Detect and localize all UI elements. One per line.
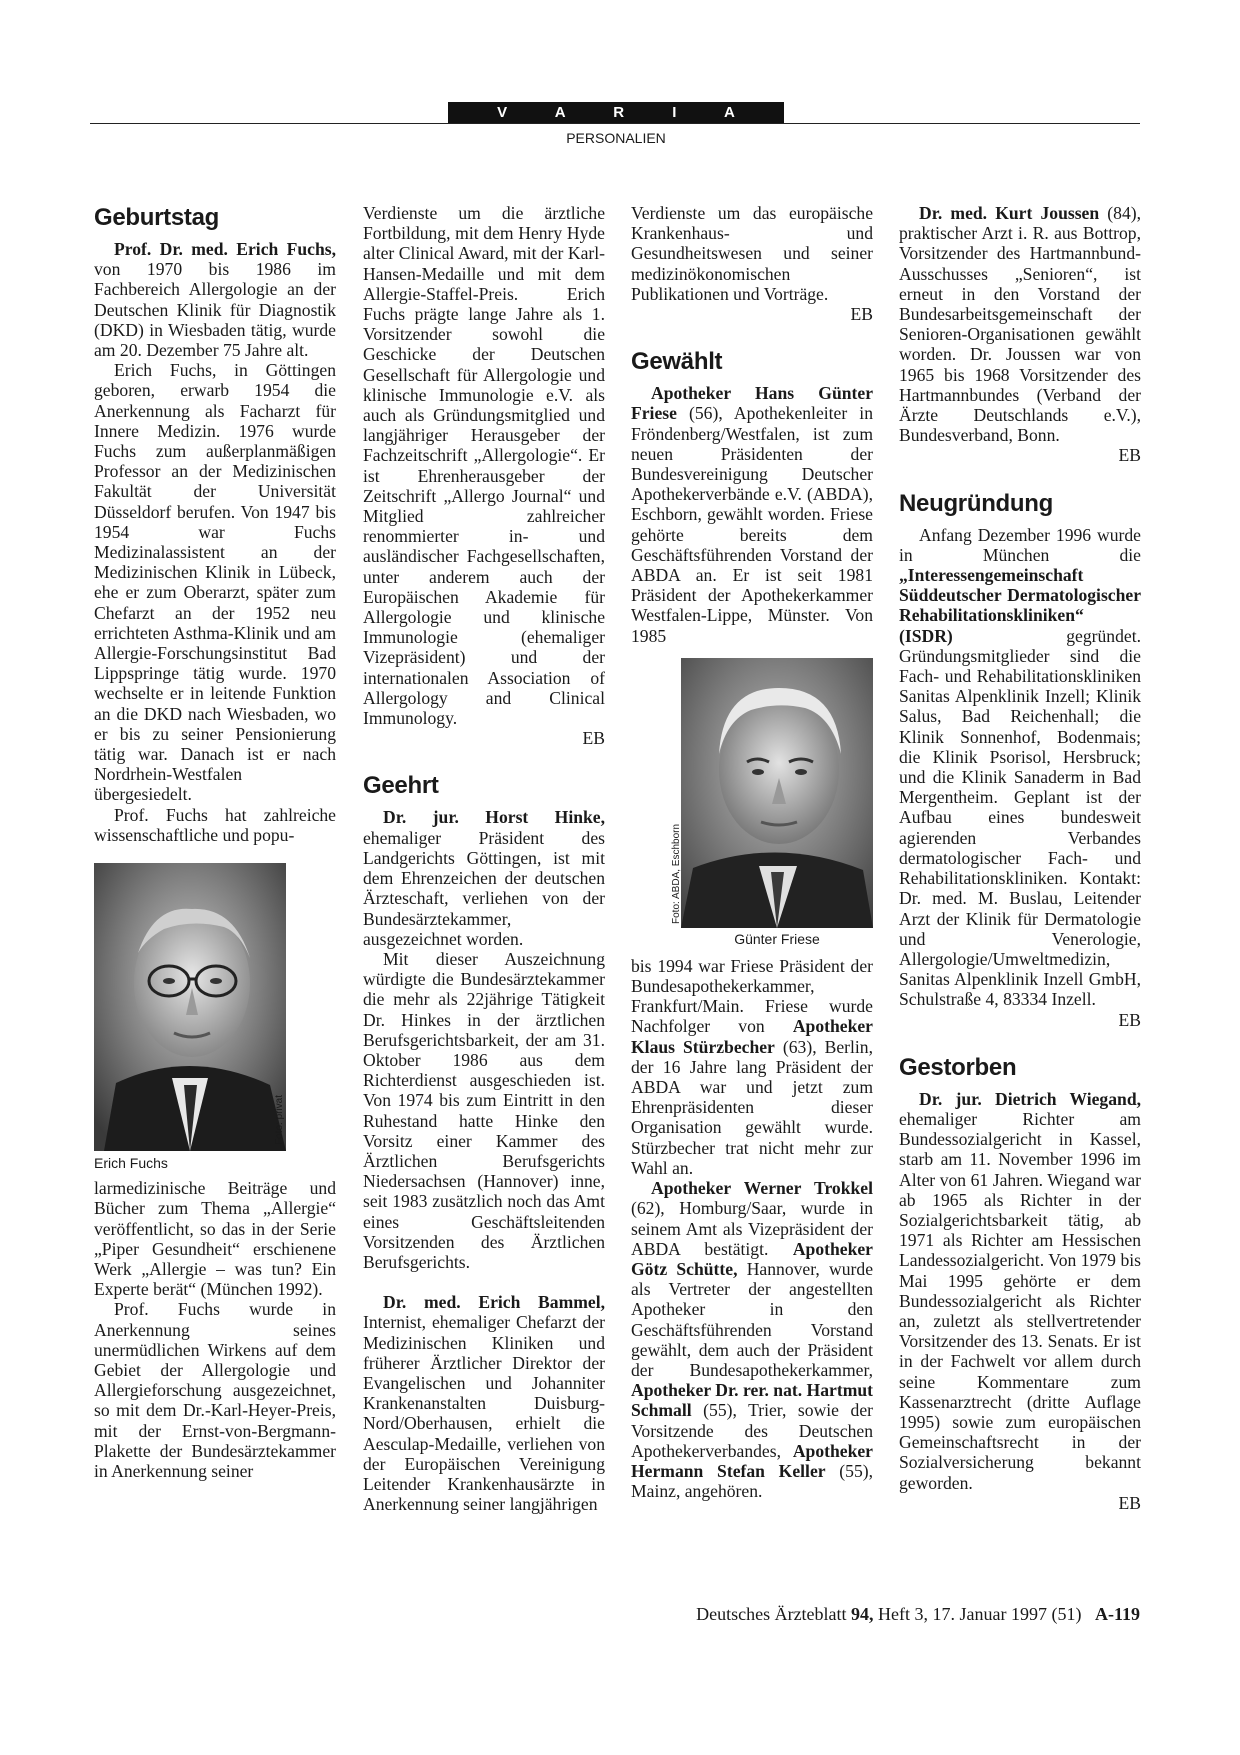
person-name: Dr. jur. Dietrich Wiegand, [919, 1088, 1141, 1109]
person-name: Apotheker Klaus Stürzbecher [631, 1016, 873, 1057]
page-number: A-119 [1095, 1604, 1140, 1624]
column-4 [899, 203, 1141, 1513]
section-subtitle: PERSONALIEN [566, 130, 666, 146]
paragraph: Verdienste um die ärztliche Fortbildung, mit dem Henry Hyde alter Clinical Award, mit der Karl-Hansen-Medaille und mit dem Allergie-Staffel-Preis. Erich Fuchs prägte lange Jahre als 1. Vorsitzender sowohl die Geschicke der Deutschen Gesellschaft für Allergologie und klinische Immunologie e.V. als auch als Gründungsmitglied und langjähriger Herausgeber der Fachzeitschrift „Allergologie“. Er ist Ehrenherausgeber der Zeitschrift „Allergo Journal“ und Mitglied zahlreicher renommierter in- und ausländischer Fachgesellschaften, unter anderem auch der Europäischen Akademie für Allergologie und klinische Immunologie (ehemaliger Vizepräsident) und der internationalen Association of Allergology and Clinical Immunology. [363, 203, 605, 729]
paragraph: Apotheker Hans Günter Friese (56), Apothekenleiter in Fröndenberg/Westfalen, ist zum neuen Präsidenten der Bundesvereinigung Deutscher Apothekerverbände e.V. (ABDA), Eschborn, gewählt worden. Friese gehörte bereits dem Geschäftsführenden Vorstand der ABDA an. Er ist seit 1981 Präsident der Apothekerkammer Westfalen-Lippe, Münster. Von 1985 [631, 383, 873, 646]
portrait-image [94, 863, 286, 1151]
header-rule [90, 123, 1140, 124]
journal-issue: Heft 3, 17. Januar 1997 (51) [873, 1604, 1082, 1624]
person-name: Apotheker Hans Günter Friese [631, 383, 873, 424]
photo-guenter-friese [671, 658, 873, 948]
heading-geehrt: Geehrt [363, 772, 439, 800]
signature: EB [1118, 445, 1141, 466]
paragraph: Verdienste um das europäische Krankenhaus- und Gesundheitswesen und seiner medizinökonomischen Publikationen und Vorträge. [631, 203, 873, 304]
paragraph: Apotheker Werner Trokkel (62), Homburg/Saar, wurde in seinem Amt als Vizepräsident der ABDA bestätigt. Apotheker Götz Schütte, Hannover, wurde als Vertreter der angestellten Apotheker in den Geschäftsführenden Vorstand gewählt, dem auch der Präsident der Bundesapothekerkammer, Apotheker Dr. rer. nat. Hartmut Schmall (55), Trier, sowie der Vorsitzende des Deutschen Apothekerverbandes, Apotheker Hermann Stefan Keller (55), Mainz, angehören. [631, 1178, 873, 1502]
photo-credit: Foto: ABDA, Eschborn [671, 823, 682, 924]
person-name: Apotheker Dr. rer. nat. Hartmut Schmall [631, 1380, 873, 1421]
paragraph: Prof. Fuchs wurde in Anerkennung seines unermüdlichen Wirkens auf dem Gebiet der Allergologie und Allergieforschung ausgezeichnet, so mit dem Dr.-Karl-Heyer-Preis, mit der Ernst-von-Bergmann-Plakette der Bundesärztekammer in Anerkennung seiner [94, 1299, 336, 1481]
heading-gestorben: Gestorben [899, 1053, 1017, 1081]
signature: EB [582, 728, 605, 749]
section-banner: V A R I A [448, 102, 784, 123]
paragraph: larmedizinische Beiträge und Bücher zum Thema „Allergie“ veröffentlicht, so das in der Serie „Piper Gesundheit“ erschienene Werk „Allergie – was tun? Ein Experte berät“ (München 1992). [94, 1178, 336, 1300]
person-name: Apotheker Götz Schütte, [631, 1238, 873, 1279]
person-name: Apotheker Werner Trokkel [651, 1178, 873, 1199]
paragraph: Erich Fuchs, in Göttingen geboren, erwarb 1954 die Anerkennung als Facharzt für Innere Medizin. 1976 wurde Fuchs zum außerplanmäßigen Professor an der Medizinischen Fakultät der Universität Düsseldorf berufen. Von 1947 bis 1954 war Fuchs Medizinalassistent an der Medizinischen Klinik in Lübeck, ehe er zum Oberarzt, später zum Chefarzt an der 1952 neu errichteten Asthma-Klinik und am Allergie-Forschungsinstitut Bad Lippspringe tätig wurde. 1970 wechselte er in leitende Funktion an die DKD nach Wiesbaden, wo er bis zu seiner Pensionierung tätig war. Danach ist er nach Nordrhein-Westfalen übergesiedelt. [94, 360, 336, 805]
column-1 [94, 204, 336, 1481]
heading-neugruendung: Neugründung [899, 489, 1054, 517]
portrait-image [681, 658, 873, 928]
heading-geburtstag: Geburtstag [94, 204, 220, 231]
signature: EB [1118, 1009, 1141, 1030]
person-name: Apotheker Hermann Stefan Keller [631, 1440, 873, 1481]
person-name: Dr. med. Kurt Joussen [919, 203, 1100, 223]
paragraph: Anfang Dezember 1996 wurde in München die „Interessengemeinschaft Süddeutscher Dermatologischer Rehabilitationskliniken“ (ISDR) gegründet. Gründungsmitglieder sind die Fach- und Rehabilitationskliniken Sanitas Alpenklinik Inzell; Klinik Salus, Bad Reichenhall; die Klinik Sonnenhof, Bodenmais; die Klinik Psorisol, Hersbruck; und die Klinik Sanaderm in Bad Mergentheim. Geplant ist der Aufbau eines bundesweit agierenden Verbandes dermatologischer Fach- und Rehabilitationskliniken. Kontakt: Dr. med. M. Buslau, Leitender Arzt der Klinik für Dermatologie und Venerologie, Allergologie/Umweltmedizin, Sanitas Alpenklinik Inzell GmbH, Schulstraße 4, 83334 Inzell. [899, 524, 1141, 1010]
photo-caption: Erich Fuchs [94, 1155, 168, 1172]
person-name: Prof. Dr. med. Erich Fuchs, [114, 239, 336, 259]
paragraph: Dr. jur. Dietrich Wiegand, ehemaliger Richter am Bundessozialgericht in Kassel, starb am 11. November 1996 im Alter von 61 Jahren. Wiegand war ab 1965 als Richter in der Sozialgerichtsbarkeit tätig, ab 1971 als Richter am Hessischen Landessozialgericht. Von 1979 bis Mai 1995 gehörte er dem Bundessozialgericht als Richter an, zuletzt als stellvertretender Vorsitzender des 13. Senats. Er ist in der Fachwelt vor allem durch seine Kommentare zum Kassenarztrecht (dritte Auflage 1995) sowie zum europäischen Gemeinschaftsrecht in der Sozialversicherung bekannt geworden. [899, 1088, 1141, 1493]
signature: EB [1118, 1492, 1141, 1513]
paragraph: Dr. med. Erich Bammel, Internist, ehemaliger Chefarzt der Medizinischen Kliniken und früherer Ärztlicher Direktor der Evangelischen und Johanniter Krankenanstalten Duisburg-Nord/Oberhausen, erhielt die Aesculap-Medaille, verliehen von der Europäischen Vereinigung Leitender Krankenhausärzte in Anerkennung seiner langjährigen [363, 1292, 605, 1515]
column-2 [363, 203, 605, 1514]
photo-erich-fuchs [94, 863, 286, 1151]
paragraph: bis 1994 war Friese Präsident der Bundesapothekerkammer, Frankfurt/Main. Friese wurde Nachfolger von Apotheker Klaus Stürzbecher (63), Berlin, der 16 Jahre lang Präsident der ABDA war und jetzt zum Ehrenpräsidenten dieser Organisation gewählt wurde. Stürzbecher trat nicht mehr zur Wahl an. [631, 955, 873, 1178]
paragraph: Dr. jur. Horst Hinke, ehemaliger Präsident des Landgerichts Göttingen, ist mit dem Ehrenzeichen der deutschen Ärzteschaft, verliehen von der Bundesärztekammer, ausgezeichnet worden. [363, 807, 605, 949]
paragraph: Dr. med. Kurt Joussen (84), praktischer Arzt i. R. aus Bottrop, Vorsitzender des Hartmannbund-Ausschusses „Senioren“, ist erneut in den Vorstand der Bundesarbeitsgemeinschaft der Senioren-Organisationen gewählt worden. Dr. Joussen war von 1965 bis 1968 Vorsitzender des Hartmannbundes (Verband der Ärzte Deutschlands e.V.), Bundesverband, Bonn. [899, 203, 1141, 446]
journal-volume: 94, [851, 1604, 874, 1624]
signature: EB [850, 304, 873, 325]
heading-gewaehlt: Gewählt [631, 348, 723, 376]
photo-credit: Foto: privat [274, 1095, 285, 1146]
page-footer [600, 1604, 1140, 1625]
paragraph: Mit dieser Auszeichnung würdigte die Bundesärztekammer die mehr als 22jährige Tätigkeit Dr. Hinkes in der ärztlichen Berufsgerichtsbarkeit, der am 31. Oktober 1986 aus dem Richterdienst ausgeschieden ist. Von 1974 bis zum Eintritt in den Ruhestand hatte Hinke den Vorsitz einer Kammer des Ärztlichen Berufsgerichts Niedersachsen (Hannover) inne, seit 1983 zusätzlich noch das Amt eines Geschäftsleitenden Vorsitzenden des Ärztlichen Berufsgerichts. [363, 948, 605, 1272]
photo-caption: Günter Friese [734, 930, 820, 947]
column-3 [631, 203, 873, 1501]
paragraph: Prof. Dr. med. Erich Fuchs, von 1970 bis 1986 im Fachbereich Allergologie an der Deutschen Klinik für Diagnostik (DKD) in Wiesbaden tätig, wurde am 20. Dezember 75 Jahre alt. [94, 239, 336, 361]
paragraph: Prof. Fuchs hat zahlreiche wissenschaftliche und popu- [94, 804, 336, 845]
person-name: Dr. med. Erich Bammel, [383, 1292, 605, 1313]
journal-name: Deutsches Ärzteblatt [696, 1604, 852, 1624]
person-name: Dr. jur. Horst Hinke, [383, 807, 605, 828]
organization-name: „Interessengemeinschaft Süddeutscher Dermatologischer Rehabilitationskliniken“ (ISDR) [899, 565, 1141, 646]
